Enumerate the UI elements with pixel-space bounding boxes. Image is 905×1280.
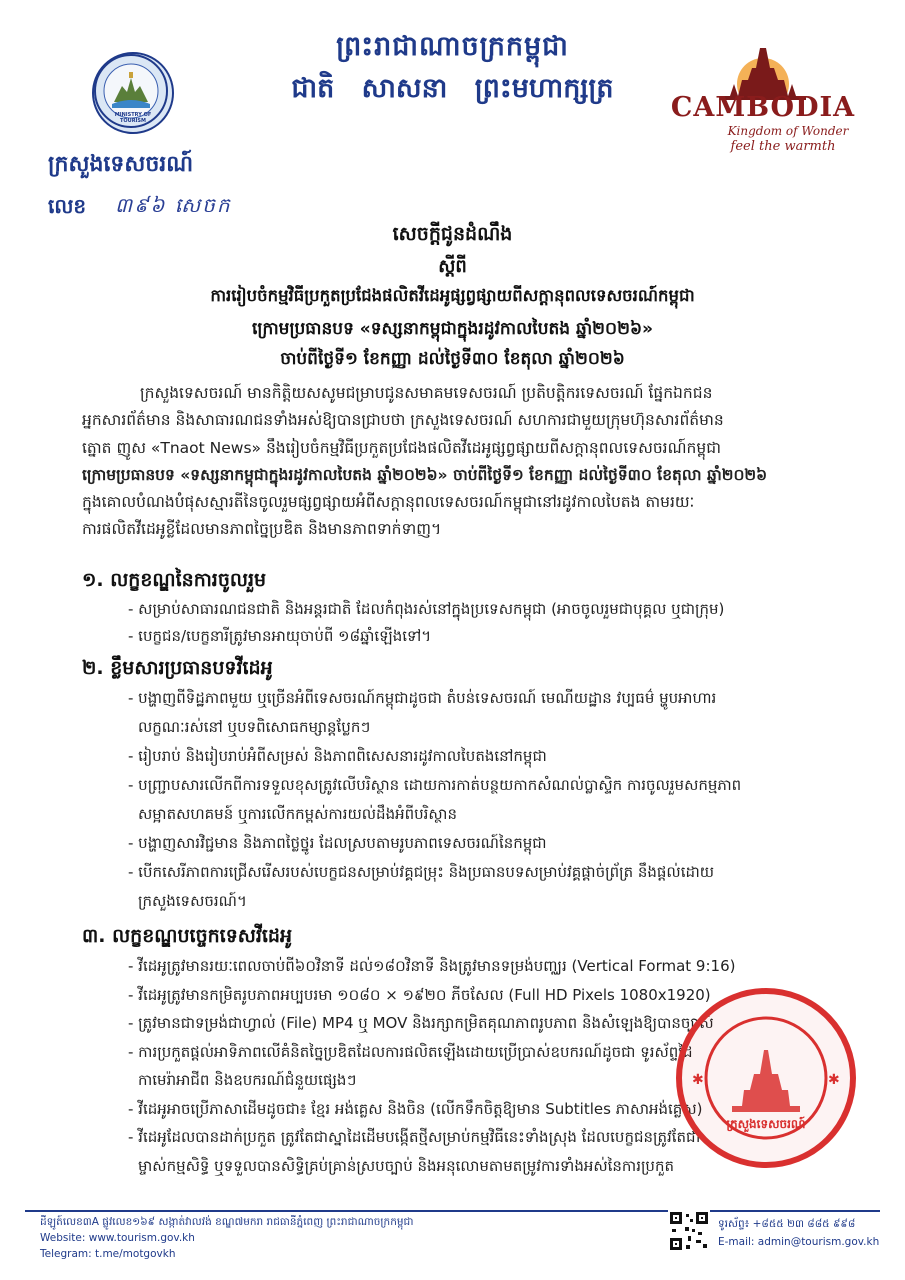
list-item: - សម្រាប់សាធារណជនជាតិ និងអន្តរជាតិ ដែលកំពុងរស់នៅក្នុងប្រទេសកម្ពុជា (អាចចូលរួមជាបុគ្គល ឬជាក្រុម) <box>128 600 725 618</box>
list-item: លក្ខណៈរស់នៅ ឬបទពិសោធកម្សាន្តប្លែកៗ <box>138 718 371 736</box>
intro-line: ក្នុងគោលបំណងបំផុសស្មារតីនៃចូលរួមផ្សព្វផ្សាយអំពីសក្តានុពលទេសចរណ៍កម្ពុជានៅរដូវកាលបៃតង តាមរយៈ <box>82 493 695 512</box>
list-item: - បើកសេរីភាពការជ្រើសរើសរបស់បេក្ខជនសម្រាប់វគ្គជម្រុះ និងប្រធានបទសម្រាប់វគ្គផ្តាច់ព្រ័ត្រ នឹងផ្តល់ដោយ <box>128 863 715 881</box>
section-heading-technical: ៣. លក្ខខណ្ឌបច្ចេកទេសវីដេអូ <box>82 925 293 947</box>
list-item: - បង្ហាញពីទិដ្ឋភាពមួយ ឬច្រើនអំពីទេសចរណ៍កម្ពុជាដូចជា តំបន់ទេសចរណ៍ មេណីយដ្ឋាន វប្បធម៌ ម្ហូបអាហារ <box>128 689 717 707</box>
list-item: - ការប្រកួតផ្តល់អាទិភាពលើគំនិតច្នៃប្រឌិតដែលការផលិតឡើងដោយប្រើប្រាស់ឧបករណ៍ដូចជា ទូរស័ព្ទដៃ <box>128 1042 693 1061</box>
notice-title: សេចក្តីជូនដំណឹង <box>392 223 513 245</box>
footer-telegram: Telegram: t.me/motgovkh <box>40 1248 176 1260</box>
ministry-logo-label: MINISTRY OF TOURISM <box>114 112 152 124</box>
footer-email: E-mail: admin@tourism.gov.kh <box>718 1236 880 1248</box>
list-item: - វីដេអូត្រូវមានរយៈពេលចាប់ពី៦០វិនាទី ដល់១៨០វិនាទី និងត្រូវមានទម្រង់បញ្ឈរ (Vertical Format 9:16) <box>128 957 736 975</box>
list-item: ក្រសួងទេសចរណ៍។ <box>138 892 247 910</box>
notice-date-range: ចាប់ពីថ្ងៃទី១ ខែកញ្ញា ដល់ថ្ងៃទី៣០ ខែតុលា ឆ្នាំ២០២៦ <box>280 349 625 369</box>
reference-label: លេខ <box>48 194 87 218</box>
notice-subject-line-2: ក្រោមប្រធានបទ «ទស្សនាកម្ពុជាក្នុងរដូវកាលបៃតង ឆ្នាំ២០២៦» <box>252 319 653 339</box>
cambodia-brand-logo <box>668 40 858 160</box>
intro-line: ក្រសួងទេសចរណ៍ មានកិត្តិយសសូមជម្រាបជូនសមាគមទេសចរណ៍ ប្រតិបត្តិករទេសចរណ៍ ផ្នែកឯកជន <box>140 384 713 402</box>
section-items-eligibility <box>128 596 818 650</box>
list-item: - បង្ហាញសារវិជ្ជមាន និងភាពថ្លៃថ្នូរ ដែលស្របតាមរូបភាពទេសចរណ៍នៃកម្ពុជា <box>128 834 547 852</box>
footer-website: Website: www.tourism.gov.kh <box>40 1232 195 1244</box>
national-motto: ជាតិ សាសនា ព្រះមហាក្សត្រ <box>291 73 614 104</box>
list-item: - វីដេអូអាចប្រើភាសាដើមដូចជា៖ ខ្មែរ អង់គ្លេស និងចិន (លើកទឹកចិត្តឱ្យមាន Subtitles ភាសាអង់គ្លេស) <box>128 1099 703 1118</box>
intro-line: ការផលិតវីដេអូខ្លីដែលមានភាពច្នៃប្រឌិត និងមានភាពទាក់ទាញ។ <box>82 520 442 539</box>
list-item: ម្ចាស់កម្មសិទ្ធិ ឬទទួលបានសិទ្ធិគ្រប់គ្រាន់ស្របច្បាប់ និងអនុលោមតាមតម្រូវការទាំងអស់នៃការប្រកួត <box>138 1156 675 1175</box>
svg-text:✱: ✱ <box>692 1072 704 1088</box>
intro-line: ក្រោមប្រធានបទ «ទស្សនាកម្ពុជាក្នុងរដូវកាលបៃតង ឆ្នាំ២០២៦» ចាប់ពីថ្ងៃទី១ ខែកញ្ញា ដល់ថ្ងៃទី៣០ ខែតុលា ឆ្នាំ២០២៦ <box>82 465 768 484</box>
list-item: កាមេរ៉ាអាជីព និងឧបករណ៍ជំនួយផ្សេងៗ <box>138 1071 357 1089</box>
qr-code-icon <box>668 1210 710 1252</box>
footer-phone: ទូរស័ព្ទ៖ +៨៥៥ ២៣ ៨៨៥ ៩៩៨ <box>718 1218 856 1230</box>
intro-line: អ្នកសារព័ត៌មាន និងសាធារណជនទាំងអស់ឱ្យបានជ្រាបថា ក្រសួងទេសចរណ៍ សហការជាមួយក្រុមហ៊ុនសារព័ត៌មាន <box>82 411 724 430</box>
official-seal <box>676 988 856 1168</box>
seal-text: ក្រសួងទេសចរណ៍ <box>726 1117 806 1131</box>
reference-number: ៣៩៦ សេចក <box>115 193 232 217</box>
section-items-content <box>128 684 818 916</box>
list-item: សម្អាតសហគមន៍ ឬការលើកកម្ពស់ការយល់ដឹងអំពីបរិស្ថាន <box>138 805 457 823</box>
angkor-temple-icon <box>668 40 858 100</box>
seal-temple-icon <box>682 994 850 1162</box>
brand-tagline: Kingdom of Wonder <box>727 124 849 138</box>
list-item: - វីដេអូដែលបានដាក់ប្រកួត ត្រូវតែជាស្នាដៃដើមបង្កើតថ្មីសម្រាប់កម្មវិធីនេះទាំងស្រុង ដែលបេក្ខជនត្រូវតែជា <box>128 1128 701 1146</box>
brand-name: CAMBODIA <box>670 92 856 123</box>
notice-subject-line-1: ការរៀបចំកម្មវិធីប្រកួតប្រជែងផលិតវីដេអូផ្សព្វផ្សាយពីសក្តានុពលទេសចរណ៍កម្ពុជា <box>210 286 695 305</box>
footer-address: ដីឡូត៍លេខ៣A ផ្លូវលេខ១៦៩ សង្កាត់វាលវង់ ខណ្ឌ៧មករា រាជធានីភ្នំពេញ ព្រះរាជាណាចក្រកម្ពុជា <box>40 1216 414 1228</box>
svg-text:✱: ✱ <box>828 1072 840 1088</box>
ministry-name: ក្រសួងទេសចរណ៍ <box>48 152 194 177</box>
section-heading-content: ២. ខ្លឹមសារប្រធានបទវីដេអូ <box>82 657 273 679</box>
section-heading-eligibility: ១. លក្ខខណ្ឌនៃការចូលរួម <box>82 569 267 591</box>
list-item: - វីដេអូត្រូវមានកម្រិតរូបភាពអប្បបរមា ១០៨០ × ១៩២០ ភីចសែល (Full HD Pixels 1080x1920) <box>128 985 711 1004</box>
list-item: - រៀបរាប់ និងរៀបរាប់អំពីសម្រស់ និងភាពពិសេសនារដូវកាលបៃតងនៅកម្ពុជា <box>128 747 547 765</box>
intro-paragraph <box>82 380 822 544</box>
kingdom-title: ព្រះរាជាណាចក្រកម្ពុជា <box>336 31 569 62</box>
footer-divider <box>25 1210 880 1212</box>
list-item: - បេក្ខជន/បេក្ខនារីត្រូវមានអាយុចាប់ពី ១៨ឆ្នាំឡើងទៅ។ <box>128 627 432 645</box>
intro-line: ត្នោត ញូស «Tnaot News» នឹងរៀបចំកម្មវិធីប្រកួតប្រជែងផលិតវីដេអូផ្សព្វផ្សាយពីសក្តានុពលទេសចរណ៍កម្ពុជា <box>82 438 721 457</box>
list-item: - ត្រូវមានជាទម្រង់ជាហ្វាល់ (File) MP4 ឬ MOV និងរក្សាកម្រិតគុណភាពរូបភាព និងសំឡេងឱ្យបានច្បាស់ <box>128 1014 714 1032</box>
notice-subject-label: ស្តីពី <box>438 256 467 277</box>
list-item: - បញ្ជ្រាបសារលើកពីការទទួលខុសត្រូវលើបរិស្ថាន ដោយការកាត់បន្ថយកាកសំណល់ប្លាស្ទិក ការចូលរួមសកម្មភាព <box>128 776 742 794</box>
brand-slogan: feel the warmth <box>730 139 836 154</box>
